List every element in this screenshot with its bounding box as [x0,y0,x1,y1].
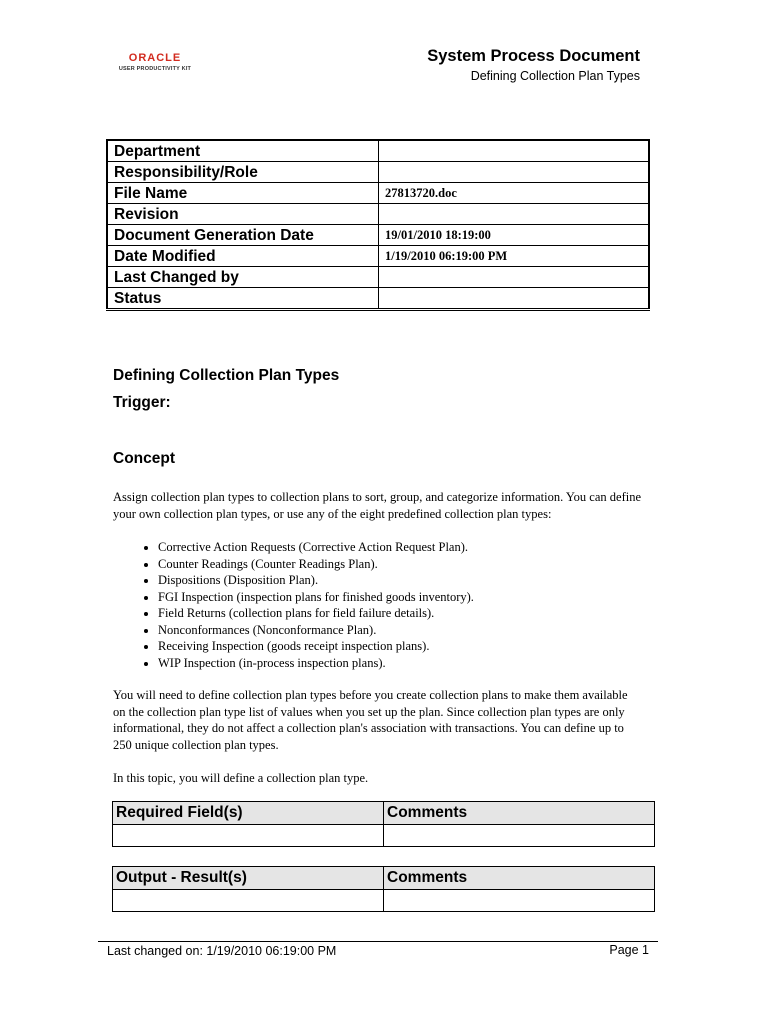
column-header: Comments [384,802,655,825]
info-label: Last Changed by [107,267,379,288]
info-row-last-changed-by [107,267,649,288]
concept-paragraph-3: In this topic, you will define a collection plan type. [113,771,369,785]
document-info-table [106,139,650,311]
info-row-department [107,140,649,162]
info-label: Status [107,288,379,310]
concept-heading: Concept [113,450,175,467]
list-item: • Field Returns (collection plans for field failure details). [158,605,678,622]
required-fields-table [112,801,655,847]
document-subtitle: Defining Collection Plan Types [470,69,640,83]
info-label: Document Generation Date [107,225,379,246]
list-item: • WIP Inspection (in-process inspection plans). [158,655,678,672]
logo-brand: ORACLE [128,52,182,64]
footer-last-changed: Last changed on: 1/19/2010 06:19:00 PM [107,944,337,958]
list-item: • Counter Readings (Counter Readings Plan). [158,556,678,573]
info-label: Revision [107,204,379,225]
list-item: • Dispositions (Disposition Plan). [158,572,678,589]
info-label: Responsibility/Role [107,162,379,183]
info-row-status [107,288,649,310]
list-item: • Corrective Action Requests (Corrective Action Request Plan). [158,539,678,556]
concept-intro: Assign collection plan types to collection plans to sort, group, and categorize information. You can define your own collection plan types, or use any of the eight predefined collection plan types: [113,490,642,521]
concept-paragraph-2: You will need to define collection plan types before you create collection plans to make them available on the collection plan type list of values when you set up the plan. Since collection plan types are only informational, they do not affect a collection plan's association with transactions. You can define up to 250 unique collection plan types. [113,688,628,752]
info-label: Date Modified [107,246,379,267]
column-header: Comments [384,867,655,890]
table-cell [113,890,384,912]
output-results-table [112,866,655,912]
info-value [379,140,650,162]
info-value [379,267,650,288]
section-title: Defining Collection Plan Types [113,367,340,384]
info-value [379,162,650,183]
column-header: Required Field(s) [113,802,384,825]
column-header: Output - Result(s) [113,867,384,890]
info-value: 19/01/2010 18:19:00 [379,225,650,246]
info-row-file-name [107,183,649,204]
info-label: Department [107,140,379,162]
table-row [113,825,655,847]
list-item: • FGI Inspection (inspection plans for finished goods inventory). [158,589,678,606]
info-label: File Name [107,183,379,204]
footer-divider [98,941,658,942]
document-header [427,46,640,84]
table-cell [384,890,655,912]
table-header-row [113,867,655,890]
table-cell [384,825,655,847]
info-row-revision [107,204,649,225]
list-item: • Nonconformances (Nonconformance Plan). [158,622,678,639]
table-row [113,890,655,912]
info-value: 1/19/2010 06:19:00 PM [379,246,650,267]
info-row-date-modified [107,246,649,267]
plan-types-list [113,539,678,671]
info-value [379,204,650,225]
trigger-label: Trigger: [113,394,171,411]
table-header-row [113,802,655,825]
info-row-generation-date [107,225,649,246]
list-item: • Receiving Inspection (goods receipt inspection plans). [158,638,678,655]
document-title: System Process Document [427,47,640,65]
oracle-upk-logo [107,46,203,82]
table-cell [113,825,384,847]
info-value [379,288,650,310]
info-row-responsibility [107,162,649,183]
info-value: 27813720.doc [379,183,650,204]
logo-subtitle: USER PRODUCTIVITY KIT [118,66,192,72]
footer-page-number: Page 1 [609,943,649,957]
